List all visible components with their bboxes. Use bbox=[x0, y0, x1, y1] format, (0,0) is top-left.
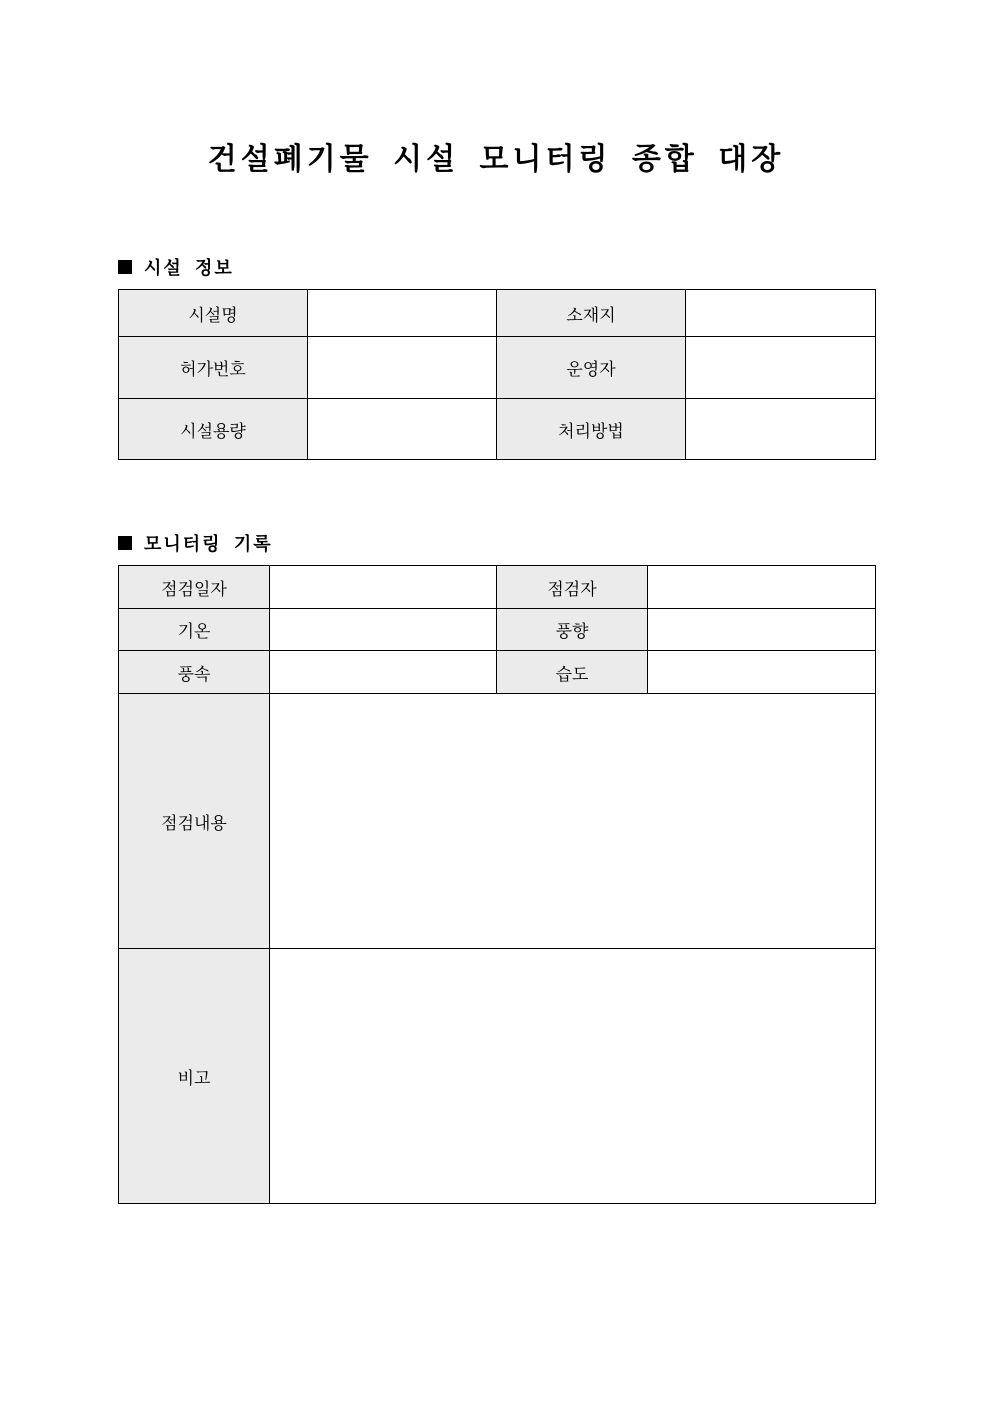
table-row bbox=[119, 290, 876, 337]
facility-capacity-label: 시설용량 bbox=[119, 399, 308, 460]
table-row bbox=[119, 337, 876, 399]
monitoring-record-table bbox=[118, 565, 876, 1204]
facility-capacity-field[interactable] bbox=[308, 399, 497, 460]
monitoring-section-title: 모니터링 기록 bbox=[144, 534, 273, 555]
table-row bbox=[119, 949, 876, 1204]
temperature-field[interactable] bbox=[270, 609, 497, 651]
wind-direction-label: 풍향 bbox=[497, 609, 648, 651]
square-bullet-icon bbox=[118, 260, 132, 274]
wind-speed-field[interactable] bbox=[270, 651, 497, 694]
table-row bbox=[119, 399, 876, 460]
table-row bbox=[119, 651, 876, 694]
wind-direction-field[interactable] bbox=[648, 609, 876, 651]
humidity-label: 습도 bbox=[497, 651, 648, 694]
inspection-content-field[interactable] bbox=[270, 694, 876, 949]
operator-field[interactable] bbox=[686, 337, 876, 399]
operator-label: 운영자 bbox=[497, 337, 686, 399]
facility-section-heading bbox=[118, 254, 234, 280]
humidity-field[interactable] bbox=[648, 651, 876, 694]
inspector-label: 점검자 bbox=[497, 566, 648, 609]
facility-name-field[interactable] bbox=[308, 290, 497, 337]
remarks-field[interactable] bbox=[270, 949, 876, 1204]
permit-number-field[interactable] bbox=[308, 337, 497, 399]
wind-speed-label: 풍속 bbox=[119, 651, 270, 694]
facility-section-title: 시설 정보 bbox=[144, 258, 234, 279]
temperature-label: 기온 bbox=[119, 609, 270, 651]
table-row bbox=[119, 566, 876, 609]
treatment-method-label: 처리방법 bbox=[497, 399, 686, 460]
treatment-method-field[interactable] bbox=[686, 399, 876, 460]
table-row bbox=[119, 609, 876, 651]
table-row bbox=[119, 694, 876, 949]
inspection-date-field[interactable] bbox=[270, 566, 497, 609]
location-label: 소재지 bbox=[497, 290, 686, 337]
facility-name-label: 시설명 bbox=[119, 290, 308, 337]
remarks-label: 비고 bbox=[119, 949, 270, 1204]
page-title: 건설폐기물 시설 모니터링 종합 대장 bbox=[207, 142, 785, 177]
inspection-date-label: 점검일자 bbox=[119, 566, 270, 609]
inspector-field[interactable] bbox=[648, 566, 876, 609]
monitoring-section-heading bbox=[118, 530, 273, 556]
permit-number-label: 허가번호 bbox=[119, 337, 308, 399]
inspection-content-label: 점검내용 bbox=[119, 694, 270, 949]
square-bullet-icon bbox=[118, 536, 132, 550]
facility-info-table bbox=[118, 289, 876, 460]
location-field[interactable] bbox=[686, 290, 876, 337]
